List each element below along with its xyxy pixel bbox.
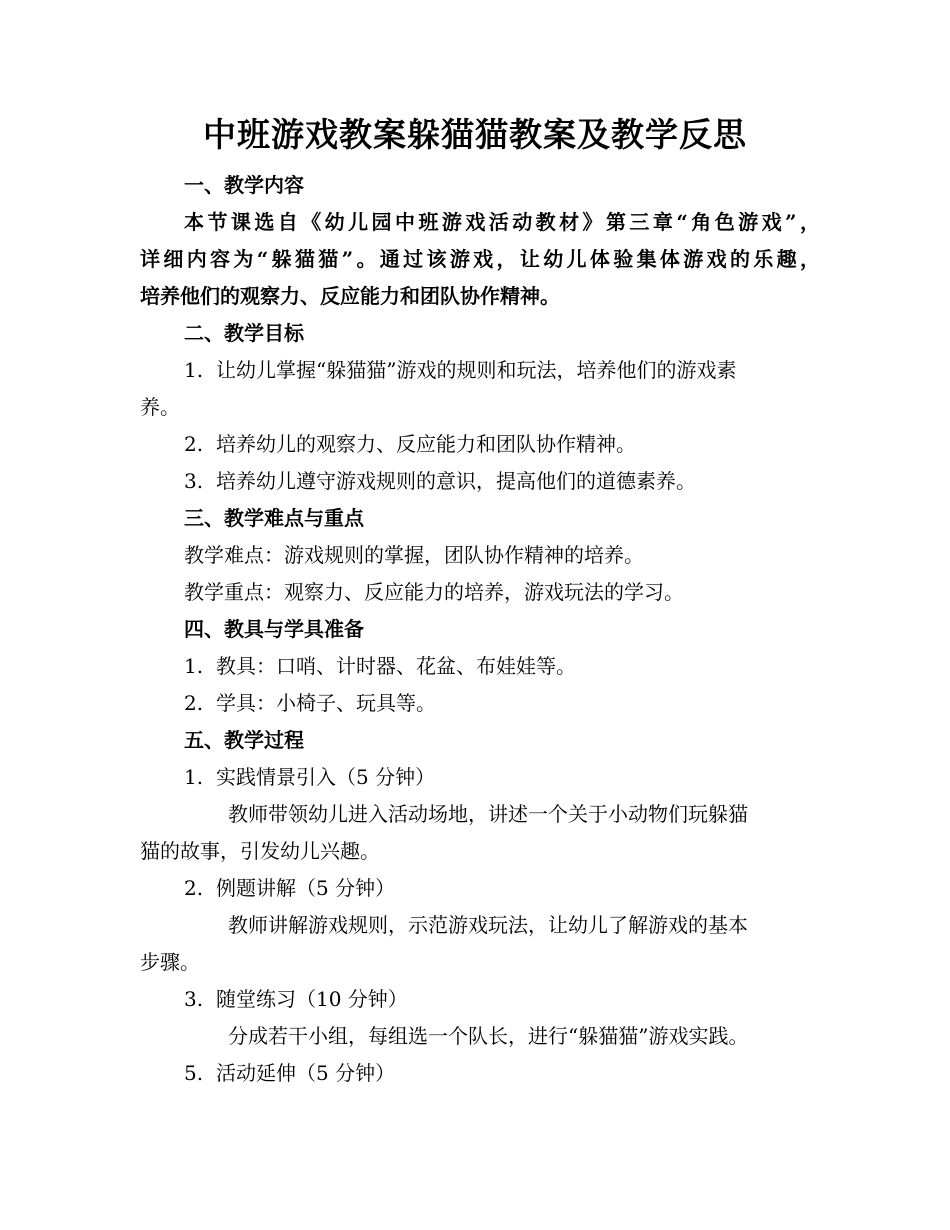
paragraph-line: 详细内容为“躲猫猫”。通过该游戏，让幼儿体验集体游戏的乐趣， bbox=[140, 247, 820, 271]
process-step-title bbox=[184, 1058, 395, 1088]
step-description: 教师讲解游戏规则，示范游戏玩法，让幼儿了解游戏的基本 bbox=[228, 913, 748, 937]
list-item bbox=[184, 355, 804, 385]
step-number: 3. bbox=[184, 987, 204, 1011]
list-item-text: 培养幼儿的观察力、反应能力和团队协作精神。 bbox=[216, 432, 636, 456]
step-title-text: 实践情景引入（5 分钟） bbox=[216, 765, 436, 789]
step-title-text: 活动延伸（5 分钟） bbox=[216, 1061, 396, 1085]
difficulty-line: 教学难点：游戏规则的掌握，团队协作精神的培养。 bbox=[184, 543, 644, 567]
list-item-number: 2. bbox=[184, 432, 204, 456]
step-description-continuation: 猫的故事，引发幼儿兴趣。 bbox=[140, 839, 380, 863]
list-item bbox=[184, 651, 576, 681]
paragraph-line: 本节课选自《幼儿园中班游戏活动教材》第三章“角色游戏”， bbox=[184, 210, 820, 234]
step-number: 5. bbox=[184, 1061, 204, 1085]
section-heading-teaching-content: 一、教学内容 bbox=[184, 173, 304, 197]
focus-line: 教学重点：观察力、反应能力的培养，游戏玩法的学习。 bbox=[184, 580, 684, 604]
step-description: 分成若干小组，每组选一个队长，进行“躲猫猫”游戏实践。 bbox=[228, 1024, 749, 1048]
process-step-title bbox=[184, 762, 435, 792]
step-number: 2. bbox=[184, 876, 204, 900]
process-step-title bbox=[184, 984, 408, 1014]
list-item-number: 3. bbox=[184, 469, 204, 493]
list-item-text: 培养幼儿遵守游戏规则的意识，提高他们的道德素养。 bbox=[216, 469, 696, 493]
list-item-number: 1. bbox=[184, 358, 204, 382]
list-item-text: 教具：口哨、计时器、花盆、布娃娃等。 bbox=[216, 654, 576, 678]
step-title-text: 随堂练习（10 分钟） bbox=[216, 987, 408, 1011]
paragraph-line: 培养他们的观察力、反应能力和团队协作精神。 bbox=[140, 284, 560, 308]
step-description: 教师带领幼儿进入活动场地，讲述一个关于小动物们玩躲猫 bbox=[228, 802, 748, 826]
list-item-continuation: 养。 bbox=[140, 395, 180, 419]
list-item-text: 学具：小椅子、玩具等。 bbox=[216, 691, 436, 715]
step-description-continuation: 步骤。 bbox=[140, 950, 200, 974]
step-title-text: 例题讲解（5 分钟） bbox=[216, 876, 396, 900]
process-step-title bbox=[184, 873, 395, 903]
document-title: 中班游戏教案躲猫猫教案及教学反思 bbox=[203, 115, 747, 154]
step-number: 1. bbox=[184, 765, 204, 789]
list-item-text: 让幼儿掌握“躲猫猫”游戏的规则和玩法，培养他们的游戏素 bbox=[216, 358, 737, 382]
section-heading-materials: 四、教具与学具准备 bbox=[184, 617, 364, 641]
list-item bbox=[184, 688, 436, 718]
list-item-number: 2. bbox=[184, 691, 204, 715]
list-item-number: 1. bbox=[184, 654, 204, 678]
list-item bbox=[184, 466, 696, 496]
section-heading-teaching-goals: 二、教学目标 bbox=[184, 321, 304, 345]
section-heading-teaching-process: 五、教学过程 bbox=[184, 728, 304, 752]
list-item bbox=[184, 429, 636, 459]
section-heading-difficulties-focus: 三、教学难点与重点 bbox=[184, 506, 364, 530]
